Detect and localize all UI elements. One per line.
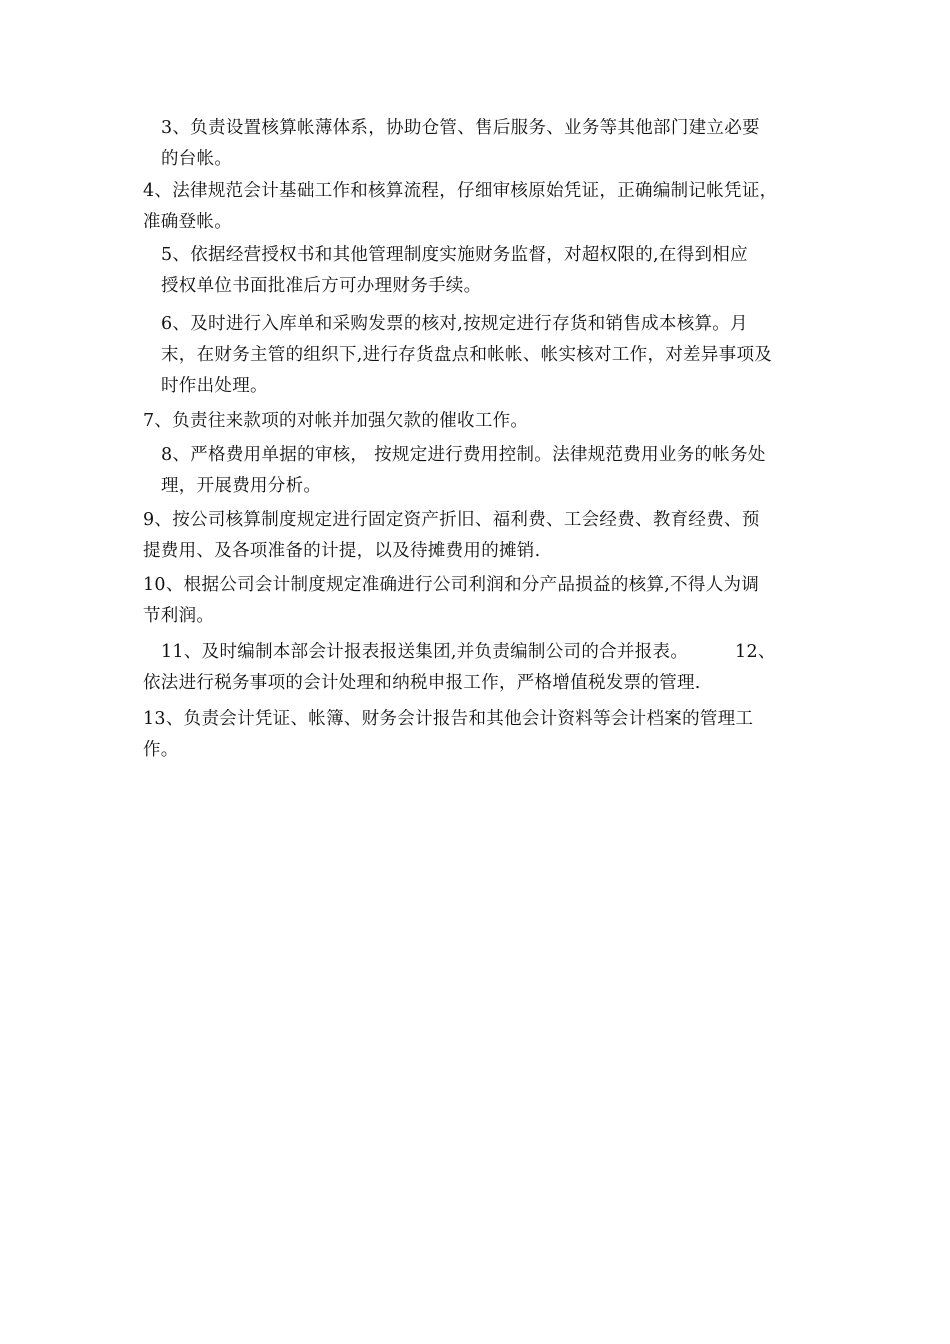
text-line: 时作出处理。	[161, 376, 268, 396]
paragraph-item-9	[143, 505, 815, 567]
text-line: 5、依据经营授权书和其他管理制度实施财务监督，对超权限的,在得到相应	[161, 245, 748, 265]
paragraph-item-5	[143, 240, 815, 302]
text-line: 10、根据公司会计制度规定准确进行公司利润和分产品损益的核算,不得人为调	[143, 575, 760, 595]
paragraph-item-6	[143, 309, 815, 402]
text-line: 依法进行税务事项的会计处理和纳税申报工作，严格增值税发票的管理.	[143, 673, 701, 693]
text-line: 8、严格费用单据的审核， 按规定进行费用控制。法律规范费用业务的帐务处	[161, 445, 766, 465]
text-line: 4、法律规范会计基础工作和核算流程，仔细审核原始凭证，正确编制记帐凭证，	[143, 181, 778, 201]
text-line: 13、负责会计凭证、帐簿、财务会计报告和其他会计资料等会计档案的管理工	[143, 709, 754, 729]
text-line: 的台帐。	[161, 149, 233, 169]
text-line: 理，开展费用分析。	[161, 476, 322, 496]
text-line: 11、及时编制本部会计报表报送集团,并负责编制公司的合并报表。 12、	[161, 642, 776, 662]
text-line: 3、负责设置核算帐薄体系，协助仓管、售后服务、业务等其他部门建立必要	[161, 118, 760, 138]
text-line: 节利润。	[143, 606, 215, 626]
paragraph-item-4	[143, 176, 815, 238]
paragraph-item-8	[143, 440, 815, 502]
text-line: 作。	[143, 740, 179, 760]
text-line: 6、及时进行入库单和采购发票的核对,按规定进行存货和销售成本核算。月	[161, 314, 748, 334]
text-line: 提费用、及各项准备的计提，以及待摊费用的摊销.	[143, 541, 541, 561]
text-line: 末，在财务主管的组织下,进行存货盘点和帐帐、帐实核对工作，对差异事项及	[161, 345, 773, 365]
paragraph-item-11-12	[143, 637, 815, 699]
paragraph-item-3	[143, 113, 815, 175]
text-line: 7、负责往来款项的对帐并加强欠款的催收工作。	[143, 411, 529, 431]
paragraph-item-13	[143, 704, 815, 766]
paragraph-item-7	[143, 406, 815, 437]
text-line: 授权单位书面批准后方可办理财务手续。	[161, 276, 482, 296]
text-line: 9、按公司核算制度规定进行固定资产折旧、福利费、工会经费、教育经费、预	[143, 510, 760, 530]
paragraph-item-10	[143, 570, 815, 632]
text-line: 准确登帐。	[143, 212, 232, 232]
